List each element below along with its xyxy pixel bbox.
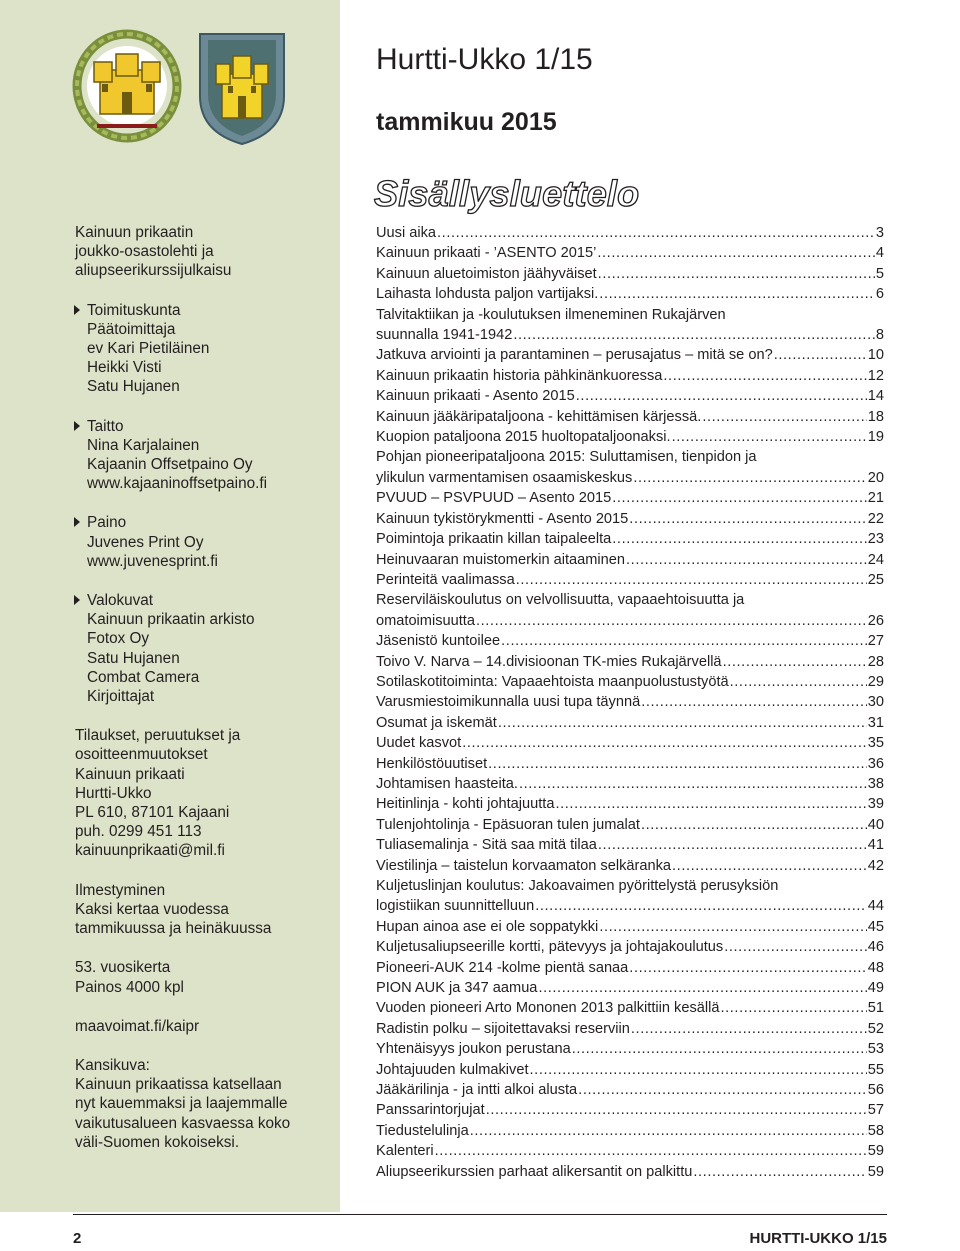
sidebar-intro: Kainuun prikaatin joukko-osastolehti ja aliupseerikurssijulkaisu: [75, 224, 232, 280]
toc-entry-page: 38: [867, 775, 884, 792]
toc-entry-row: [376, 794, 884, 814]
toc-entry-row: [376, 1060, 884, 1080]
footer-publication-label: HURTTI-UKKO 1/15: [749, 1230, 887, 1247]
toc-leader-dots: [437, 223, 875, 243]
toc-entry-title: Kainuun prikaati - Asento 2015: [376, 388, 575, 405]
toc-entry-page: 55: [867, 1061, 884, 1078]
toc-entry[interactable]: [376, 1060, 884, 1080]
toc-leader-dots: [488, 754, 867, 774]
toc-entry-row: [376, 978, 884, 998]
toc-entry-title: logistiikan suunnittelluun: [376, 898, 535, 915]
toc-entry-row: [376, 1019, 884, 1039]
toc-leader-dots: [723, 652, 867, 672]
toc-entry-row: [376, 774, 884, 794]
toc-entry-row: [376, 815, 884, 835]
offsetpaino-link[interactable]: www.kajaaninoffsetpaino.fi: [87, 475, 267, 493]
toc-entry-row: [376, 835, 884, 855]
toc-entry-page: 42: [867, 857, 884, 874]
toc-entry[interactable]: [376, 243, 884, 263]
toc-entry-title: Tuliasemalinja - Sitä saa mitä tilaa: [376, 837, 597, 854]
toc-entry[interactable]: [376, 774, 884, 794]
toc-entry-page: 28: [867, 653, 884, 670]
toc-entry-row: [376, 998, 884, 1018]
toc-entry-title: Kalenteri: [376, 1143, 434, 1160]
toc-entry[interactable]: [376, 733, 884, 753]
toc-entry[interactable]: [376, 631, 884, 651]
toc-leader-dots: [513, 325, 875, 345]
toc-leader-dots: [462, 733, 867, 753]
toc-entry-page: 35: [867, 735, 884, 752]
toc-entry-title: Hupan ainoa ase ei ole soppatykki: [376, 918, 599, 935]
toc-leader-dots: [629, 958, 866, 978]
toc-entry-row: [376, 488, 884, 508]
toc-leader-dots: [555, 794, 866, 814]
toc-leader-dots: [598, 264, 875, 284]
toc-entry[interactable]: [376, 1080, 884, 1100]
toc-entry[interactable]: [376, 937, 884, 957]
toc-entry-row: [376, 692, 884, 712]
toc-entry[interactable]: [376, 447, 884, 488]
toc-entry-row: [376, 713, 884, 733]
toc-entry-page: 27: [867, 633, 884, 650]
toc-entry[interactable]: [376, 1019, 884, 1039]
toc-entry-title-line: Pohjan pioneeripataljoona 2015: Suluttamisen, tienpidon ja: [376, 449, 757, 466]
sidebar-layout: Taitto Nina Karjalainen Kajaanin Offsetpaino Oy www.kajaaninoffsetpaino.fi: [75, 417, 330, 494]
toc-entry-title: suunnalla 1941-1942: [376, 327, 513, 344]
sidebar-cover-caption: Kansikuva: Kainuun prikaatissa katsellaan nyt kauemmaksi ja laajemmalle vaikutusalueen kasvaessa koko väli-Suomen kokoiseksi.: [75, 1056, 291, 1151]
toc-entry-row: [376, 958, 884, 978]
toc-entry-row: [376, 1039, 884, 1059]
toc-entry-title: Kainuun aluetoimiston jäähyväiset: [376, 265, 597, 282]
toc-entry[interactable]: [376, 1162, 884, 1182]
toc-entry-title: Uusi aika: [376, 225, 437, 241]
toc-entry-row: [376, 754, 884, 774]
sidebar-photos: Valokuvat Kainuun prikaatin arkisto Fotox Oy Satu Hujanen Combat Camera Kirjoittajat: [75, 591, 330, 706]
toc-entry-page: 56: [867, 1082, 884, 1099]
toc-entry-title: Vuoden pioneeri Arto Mononen 2013 palkittiin kesällä: [376, 1000, 720, 1017]
toc-entry-row: [376, 1100, 884, 1120]
toc-entry-row: [376, 264, 884, 284]
footer-rule: [73, 1214, 887, 1215]
toc-entry-page: 12: [867, 367, 884, 384]
toc-entry-page: 22: [867, 510, 884, 527]
toc-entry[interactable]: [376, 345, 884, 365]
toc-entry-page: 3: [875, 225, 884, 241]
toc-entry-title: Osumat ja iskemät: [376, 714, 497, 731]
toc-entry-page: 31: [867, 714, 884, 731]
toc-leader-dots: [598, 835, 867, 855]
print-heading: Paino: [87, 514, 127, 532]
toc-entry[interactable]: [376, 488, 884, 508]
toc-entry[interactable]: [376, 835, 884, 855]
toc-entry[interactable]: [376, 713, 884, 733]
toc-entry-page: 58: [867, 1122, 884, 1139]
toc-entry[interactable]: [376, 815, 884, 835]
toc-entry-title: Kainuun jääkäripataljoona - kehittämisen kärjessä.: [376, 408, 702, 425]
toc-leader-dots: [538, 978, 866, 998]
toc-entry[interactable]: [376, 1039, 884, 1059]
toc-entry-title: Kainuun tykistörykmentti - Asento 2015: [376, 510, 629, 527]
toc-entry[interactable]: [376, 1100, 884, 1120]
toc-entry-page: 23: [867, 531, 884, 548]
toc-entry-title: Johtamisen haasteita.: [376, 775, 518, 792]
toc-entry-page: 20: [867, 469, 884, 486]
toc-entry-title: Heinuvaaran muistomerkin aitaaminen: [376, 551, 626, 568]
issue-date: tammikuu 2015: [376, 108, 557, 136]
toc-leader-dots: [626, 550, 867, 570]
toc-entry-page: 40: [867, 816, 884, 833]
toc-entry-page: 52: [867, 1020, 884, 1037]
toc-entry-page: 59: [867, 1143, 884, 1160]
toc-entry-row: [376, 223, 884, 243]
toc-entry-row: [376, 1121, 884, 1141]
toc-entry-title: Poimintoja prikaatin killan taipaleelta: [376, 531, 612, 548]
toc-entry-title: Perinteitä vaalimassa: [376, 571, 515, 588]
toc-entry-title: Jäsenistö kuntoilee: [376, 633, 501, 650]
toc-entry-row: [376, 509, 884, 529]
juvenesprint-link[interactable]: www.juvenesprint.fi: [87, 552, 218, 570]
toc-leader-dots: [435, 1141, 867, 1161]
toc-entry-title: Jatkuva arviointi ja parantaminen – perusajatus – mitä se on?: [376, 347, 773, 364]
toc-leader-dots: [597, 243, 875, 263]
toc-leader-dots: [693, 1162, 866, 1182]
toc-entry-page: 30: [867, 694, 884, 711]
toc-entry-row: [376, 937, 884, 957]
toc-entry-row: [376, 1162, 884, 1182]
toc-entry[interactable]: [376, 407, 884, 427]
toc-entry-page: 48: [867, 959, 884, 976]
toc-entry-row: [376, 407, 884, 427]
toc-leader-dots: [612, 488, 867, 508]
toc-entry[interactable]: [376, 876, 884, 917]
toc-entry-row: [376, 284, 884, 304]
toc-entry[interactable]: [376, 570, 884, 590]
sidebar-text: [75, 223, 330, 1172]
toc-entry-page: 14: [867, 388, 884, 405]
toc-leader-dots: [599, 917, 866, 937]
toc-entry-row: [376, 529, 884, 549]
toc-entry-title: Radistin polku – sijoitettavaksi reserviin: [376, 1020, 630, 1037]
toc-entry[interactable]: [376, 386, 884, 406]
toc-leader-dots: [535, 896, 867, 916]
toc-entry-title: Yhtenäisyys joukon perustana: [376, 1041, 571, 1058]
toc-entry[interactable]: [376, 856, 884, 876]
toc-leader-dots: [720, 998, 866, 1018]
toc-entry[interactable]: [376, 366, 884, 386]
sidebar-print: Paino Juvenes Print Oy www.juvenesprint.fi: [75, 513, 330, 571]
toc-entry-row: [376, 652, 884, 672]
toc-leader-dots: [470, 1121, 867, 1141]
toc-entry-title: omatoimisuutta: [376, 612, 475, 629]
toc-entry-row: [376, 325, 884, 345]
toc-entry-page: 41: [867, 837, 884, 854]
toc-entry-title: Tulenjohtolinja - Epäsuoran tulen jumalat: [376, 816, 640, 833]
toc-entry[interactable]: [376, 305, 884, 346]
toc-entry-row: [376, 856, 884, 876]
toc-leader-dots: [702, 407, 866, 427]
toc-entry-page: 5: [875, 265, 884, 282]
toc-entry[interactable]: [376, 1121, 884, 1141]
layout-heading: Taitto: [87, 417, 124, 435]
toc-entry-page: 44: [867, 898, 884, 915]
toc-entry[interactable]: [376, 917, 884, 937]
toc-leader-dots: [612, 529, 867, 549]
toc-entry[interactable]: [376, 509, 884, 529]
toc-entry-title: Tiedustelulinja: [376, 1122, 469, 1139]
toc-entry-page: 45: [867, 918, 884, 935]
toc-entry-title: Kuopion pataljoona 2015 huoltopataljoonaksi.: [376, 429, 671, 446]
emblems: [72, 26, 292, 148]
toc-entry-title: Viestilinja – taistelun korvaamaton selkäranka: [376, 857, 672, 874]
toc-entry-title: Panssarintorjujat: [376, 1102, 485, 1119]
sidebar: [0, 0, 340, 1212]
toc-entry-page: 59: [867, 1163, 884, 1180]
toc-entry-page: 24: [867, 551, 884, 568]
toc-entry[interactable]: [376, 223, 884, 243]
toc-entry-page: 53: [867, 1041, 884, 1058]
sidebar-volume: 53. vuosikerta Painos 4000 kpl: [75, 959, 184, 996]
toc-entry[interactable]: [376, 754, 884, 774]
page-number: 2: [73, 1230, 82, 1247]
toc-leader-dots: [641, 692, 867, 712]
toc-leader-dots: [501, 631, 867, 651]
sidebar-orders: Tilaukset, peruutukset ja osoitteenmuutokset Kainuun prikaati Hurtti-Ukko PL 610, 87101 Kajaani puh. 0299 451 113 kainuunprikaati@mil.fi: [75, 726, 330, 860]
toc-leader-dots: [530, 1060, 867, 1080]
sidebar-publication: Ilmestyminen Kaksi kertaa vuodessa tammikuussa ja heinäkuussa: [75, 881, 272, 938]
toc-leader-dots: [519, 774, 867, 794]
toc-entry-title: Kainuun prikaatin historia pähkinänkuoressa: [376, 367, 663, 384]
toc-entry-page: 4: [875, 245, 884, 262]
toc-entry-title: Johtajuuden kulmakivet: [376, 1061, 529, 1078]
toc-entry-row: [376, 366, 884, 386]
toc-entry-page: 8: [875, 327, 884, 344]
committee-heading: Toimituskunta: [87, 301, 181, 319]
toc-entry-title: Heitinlinja - kohti johtajuutta: [376, 796, 555, 813]
toc-entry-title: Toivo V. Narva – 14.divisioonan TK-mies Rukajärvellä: [376, 653, 722, 670]
toc-entry-page: 21: [867, 490, 884, 507]
toc-entry-title: Aliupseerikurssien parhaat alikersantit on palkittu: [376, 1163, 693, 1180]
toc-leader-dots: [631, 1019, 867, 1039]
sidebar-website: [75, 1017, 330, 1036]
toc-entry-title: Sotilaskotitoiminta: Vapaaehtoista maanpuolustustyötä: [376, 673, 729, 690]
photos-heading: Valokuvat: [87, 592, 154, 610]
toc-entry-title: PION AUK ja 347 aamua: [376, 980, 538, 997]
toc-entry-page: 51: [867, 1000, 884, 1017]
toc-entry-row: [376, 917, 884, 937]
toc-entry-page: 39: [867, 796, 884, 813]
toc-entry-page: 18: [867, 408, 884, 425]
toc-entry-title: Kainuun prikaati - ’ASENTO 2015’: [376, 245, 597, 262]
magazine-title: Hurtti-Ukko 1/15: [376, 43, 593, 76]
toc-entry[interactable]: [376, 284, 884, 304]
shield-castle-emblem-icon: [200, 34, 284, 144]
toc-entry-row: [376, 631, 884, 651]
table-of-contents: [376, 223, 884, 1182]
toc-entry[interactable]: [376, 794, 884, 814]
toc-entry-title: Jääkärilinja - ja intti alkoi alusta: [376, 1082, 578, 1099]
toc-entry-page: 57: [867, 1102, 884, 1119]
toc-entry-title: Pioneeri-AUK 214 -kolme pientä sanaa: [376, 959, 629, 976]
toc-leader-dots: [498, 713, 867, 733]
toc-entry-title-line: Reserviläiskoulutus on velvollisuutta, vapaaehtoisuutta ja: [376, 592, 745, 609]
toc-entry-page: 19: [867, 429, 884, 446]
toc-entry-title: PVUUD – PSVPUUD – Asento 2015: [376, 490, 612, 507]
kainuun-prikaati-emblem-icon: [77, 34, 177, 138]
toc-entry-title-line: Kuljetuslinjan koulutus: Jakoavaimen pyörittelystä perusyksiön: [376, 878, 779, 894]
toc-entry[interactable]: [376, 264, 884, 284]
toc-entry[interactable]: [376, 692, 884, 712]
toc-entry-row: [376, 570, 884, 590]
toc-entry[interactable]: [376, 529, 884, 549]
toc-entry-page: 6: [875, 286, 884, 303]
toc-entry-title: Kuljetusaliupseerille kortti, pätevyys ja johtajakoulutus: [376, 939, 724, 956]
toc-entry-page: 26: [867, 612, 884, 629]
sidebar-committee: Toimituskunta Päätoimittaja ev Kari Pietiläinen Heikki Visti Satu Hujanen: [75, 301, 330, 397]
toc-heading: Sisällysluettelo: [374, 173, 640, 214]
toc-entry-row: [376, 386, 884, 406]
toc-entry-row: [376, 733, 884, 753]
toc-entry-page: 46: [867, 939, 884, 956]
toc-entry-page: 10: [867, 347, 884, 364]
toc-leader-dots: [572, 1039, 867, 1059]
toc-leader-dots: [672, 856, 867, 876]
toc-entry-title: ylikulun varmentamisen osaamiskeskus: [376, 469, 633, 486]
toc-entry[interactable]: [376, 590, 884, 631]
toc-entry[interactable]: [376, 550, 884, 570]
toc-leader-dots: [633, 468, 866, 488]
toc-leader-dots: [730, 672, 867, 692]
email-link[interactable]: kainuunprikaati@mil.fi: [75, 842, 225, 860]
toc-entry-row: [376, 345, 884, 365]
toc-leader-dots: [486, 1100, 867, 1120]
toc-entry-row: [376, 243, 884, 263]
title-block: [376, 40, 936, 138]
toc-entry-page: 36: [867, 755, 884, 772]
toc-leader-dots: [663, 366, 866, 386]
toc-leader-dots: [641, 815, 867, 835]
toc-entry[interactable]: [376, 652, 884, 672]
toc-entry-title: Varusmiestoimikunnalla uusi tupa täynnä: [376, 694, 641, 711]
toc-entry-row: [376, 896, 884, 916]
toc-leader-dots: [476, 611, 867, 631]
toc-entry-row: [376, 468, 884, 488]
toc-leader-dots: [599, 284, 875, 304]
toc-entry[interactable]: [376, 958, 884, 978]
toc-entry-row: [376, 611, 884, 631]
toc-entry-page: 49: [867, 980, 884, 997]
toc-entry-row: [376, 550, 884, 570]
toc-entry-title: Uudet kasvot: [376, 735, 462, 752]
toc-leader-dots: [629, 509, 866, 529]
toc-entry[interactable]: [376, 978, 884, 998]
toc-entry[interactable]: [376, 672, 884, 692]
toc-entry-row: [376, 1080, 884, 1100]
toc-entry[interactable]: [376, 427, 884, 447]
website-link[interactable]: maavoimat.fi/kaipr: [75, 1017, 200, 1035]
toc-leader-dots: [578, 1080, 867, 1100]
toc-entry[interactable]: [376, 998, 884, 1018]
toc-leader-dots: [516, 570, 867, 590]
toc-entry-row: [376, 1141, 884, 1161]
toc-entry-title: Laihasta lohdusta paljon vartijaksi.: [376, 286, 599, 303]
toc-entry[interactable]: [376, 1141, 884, 1161]
toc-leader-dots: [724, 937, 867, 957]
toc-entry-page: 29: [867, 673, 884, 690]
toc-entry-row: [376, 427, 884, 447]
toc-entry-title-line: Talvitaktiikan ja -koulutuksen ilmeneminen Rukajärven: [376, 306, 726, 323]
toc-entry-row: [376, 672, 884, 692]
toc-leader-dots: [672, 427, 867, 447]
toc-leader-dots: [774, 345, 867, 365]
toc-entry-title: Henkilöstöuutiset: [376, 755, 488, 772]
toc-entry-page: 25: [867, 571, 884, 588]
toc-leader-dots: [576, 386, 867, 406]
